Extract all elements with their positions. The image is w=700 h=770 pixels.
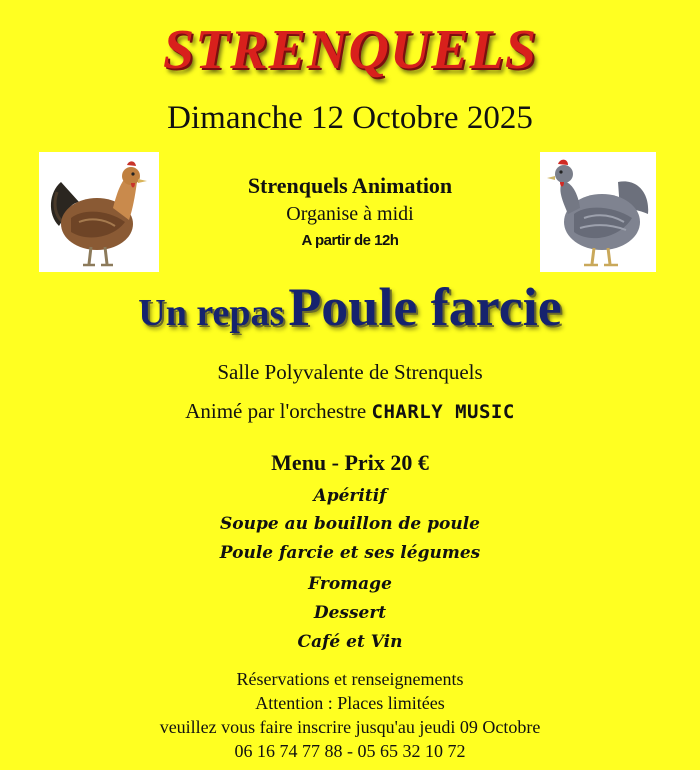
menu-item: Poule farcie et ses légumes bbox=[219, 543, 481, 563]
band-prefix: Animé par l'orchestre bbox=[185, 399, 367, 423]
headline-prefix: Un repas bbox=[138, 292, 285, 334]
limited-places-notice: Attention : Places limitées bbox=[255, 693, 445, 713]
headline bbox=[0, 276, 700, 338]
page-title: STRENQUELS bbox=[162, 19, 538, 81]
band-name: CHARLY MUSIC bbox=[371, 401, 515, 423]
venue: Salle Polyvalente de Strenquels bbox=[217, 360, 483, 384]
menu-item: Café et Vin bbox=[297, 632, 403, 652]
menu-item: Dessert bbox=[313, 603, 387, 623]
phone-numbers: 06 16 74 77 88 - 05 65 32 10 72 bbox=[234, 741, 466, 761]
menu-item: Fromage bbox=[308, 574, 392, 594]
event-date: Dimanche 12 Octobre 2025 bbox=[167, 100, 533, 136]
menu-item: Apéritif bbox=[313, 486, 387, 506]
registration-deadline: veuillez vous faire inscrire jusqu'au jeudi 09 Octobre bbox=[159, 717, 541, 737]
organizer-name: Strenquels Animation bbox=[247, 173, 453, 198]
band-line bbox=[0, 399, 700, 424]
reservation-heading: Réservations et renseignements bbox=[236, 669, 464, 689]
menu-item: Soupe au bouillon de poule bbox=[220, 514, 480, 534]
headline-main: Poule farcie bbox=[288, 277, 562, 337]
organizer-subtitle: Organise à midi bbox=[286, 203, 414, 225]
start-time: A partir de 12h bbox=[301, 232, 399, 249]
menu-title: Menu - Prix 20 € bbox=[271, 450, 429, 475]
